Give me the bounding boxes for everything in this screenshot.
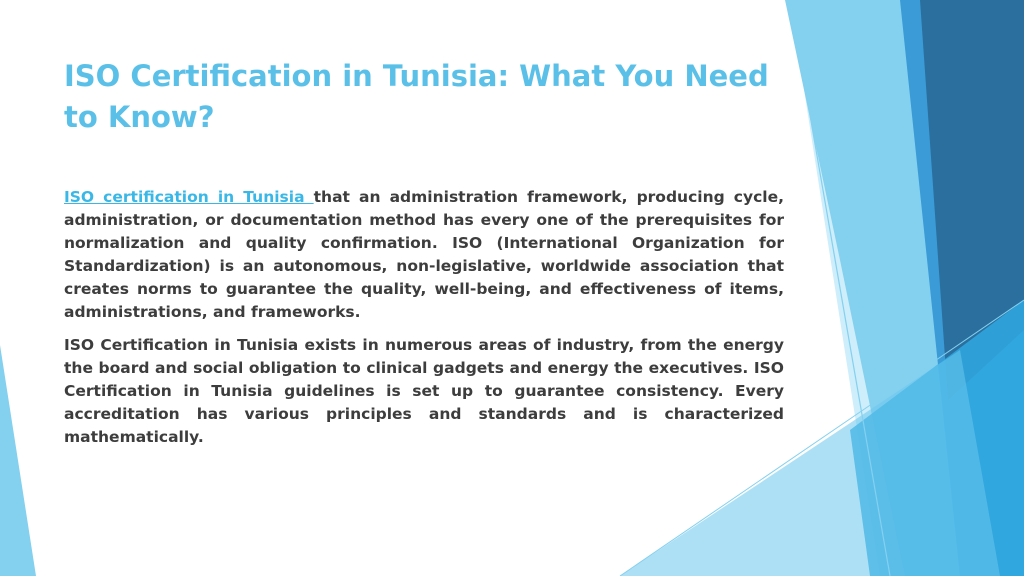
paragraph-1-text: that an administration framework, producing cycle, administration, or documentation method has every one of the prerequisites for normalization and quality confirmation. ISO (International Organization for Standardization) is an autonomous, non-legislative, worldwide association that creates norms to guarantee the quality, well-being, and effectiveness of items, administrations, and frameworks. <box>64 188 784 321</box>
iso-certification-link[interactable]: ISO certification in Tunisia <box>64 188 314 206</box>
paragraph-2: ISO Certification in Tunisia exists in numerous areas of industry, from the energy the board and social obligation to clinical gadgets and energy the executives. ISO Certification in Tunisia guidelines is set up to guarantee consistency. Every accreditation has various principles and standards and is characterized mathematically. <box>64 336 784 446</box>
slide-body <box>64 186 784 459</box>
left-accent-shape <box>0 345 36 576</box>
paragraph-1 <box>64 186 784 324</box>
slide-title: ISO Certification in Tunisia: What You Need to Know? <box>64 59 769 134</box>
